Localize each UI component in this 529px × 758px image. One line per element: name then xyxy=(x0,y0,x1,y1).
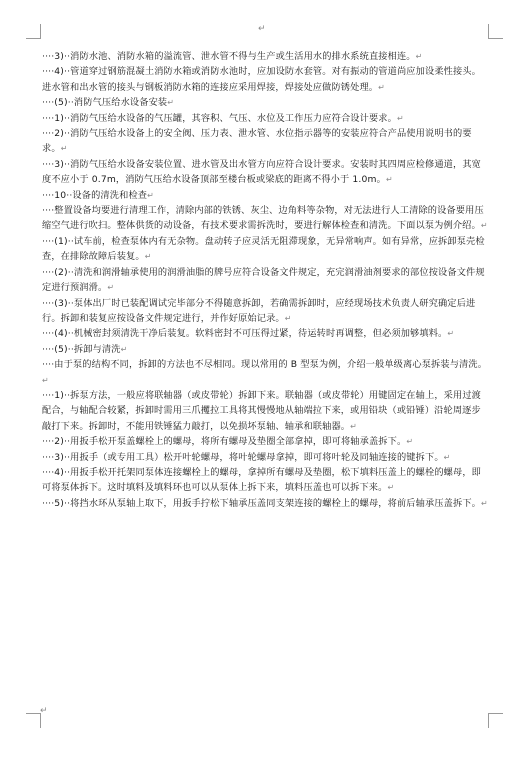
paragraph-text: ····(5)··拆卸与清洗 xyxy=(42,343,121,355)
paragraph-mark: ↵ xyxy=(120,344,128,354)
paragraph-text: ····(2)··清洗和润滑轴承使用的润滑油脂的牌号应符合设备文件规定，充完润滑油剂要求的部位按设备文件规定进行预润滑。 xyxy=(42,266,485,294)
paragraph-text: ····由于泵的结构不同，拆卸的方法也不尽相同。现以常用的 B 型泵为例，介绍一般单级离心泵拆装与清洗。 xyxy=(42,359,488,371)
section-heading xyxy=(42,95,490,110)
paragraph xyxy=(42,203,490,234)
document-body[interactable] xyxy=(42,49,490,511)
paragraph-text: ····2)··用扳手松开泵盖螺栓上的螺母，将所有螺母及垫圈全部拿掉，即可将轴承盖拆下。 xyxy=(42,436,407,448)
paragraph-mark: ↵ xyxy=(447,329,455,339)
crop-mark-top-right xyxy=(488,24,503,39)
paragraph-text: ····2)··消防气压给水设备上的安全阀、压力表、泄水管、水位指示器等的安装应符合产品使用说明书的要求。 xyxy=(42,128,472,155)
paragraph xyxy=(42,388,490,434)
paragraph-text: ····4)··用扳手松开托架同泵体连接螺栓上的螺母，拿掉所有螺母及垫圈，松下填料压盖上的螺栓的螺母，即可将泵体拆下。这时填料及填料环也可以从泵体上拆下来，填料压盖也可以拆下来。 xyxy=(42,466,482,494)
paragraph-text: ····(1)··试车前，检查泵体内有无杂物。盘动转子应灵活无阻滞现象，无异常响声。如有异常，应拆卸泵壳检查，在排除故障后装复。 xyxy=(42,235,485,263)
paragraph xyxy=(42,434,490,449)
paragraph-text: ····(5)··消防气压给水设备安装 xyxy=(42,97,168,109)
section-heading xyxy=(42,342,490,357)
crop-mark-bottom-right xyxy=(488,713,503,728)
footer-paragraph-mark: ↵ xyxy=(40,706,48,716)
paragraph-mark: ↵ xyxy=(415,52,423,61)
paragraph-mark: ↵ xyxy=(350,421,357,431)
paragraph-mark: ↵ xyxy=(378,82,386,92)
paragraph-text: ····3)··消防水池、消防水箱的溢流管、泄水管不得与生产或生活用水的排水系统直接相连。 xyxy=(42,51,416,62)
paragraph-mark: ↵ xyxy=(481,498,488,508)
paragraph-text: ····1)··拆泵方法，一般应将联轴器（或皮带轮）拆卸下来。联轴器（或皮带轮）用键固定在轴上，采用过渡配合，与轴配合较紧，拆卸时需用三爪攫拉工具将其慢慢地从轴端拉下来，或用铅块（或铅锤）沿轮周逐步敲打下来。拆卸时，不能用铁锤猛力敲打，以免损坏泵轴、轴承和联轴器。 xyxy=(42,389,482,432)
paragraph xyxy=(42,157,490,188)
paragraph-text: ····(4)··机械密封须清洗干净后装复。软料密封不可压得过紧，待运转时再调整，但必须加够填料。 xyxy=(42,328,448,340)
paragraph xyxy=(42,496,490,511)
paragraph-mark: ↵ xyxy=(144,252,152,262)
paragraph-text: ····3)··消防气压给水设备安装位置、进水管及出水管方向应符合设计要求。安装时其四周应检修通道，其宽度不应小于 0.7m，消防气压给水设备顶部至楼台板或梁底的距离不得小于 1.0m。 xyxy=(42,158,482,186)
paragraph xyxy=(42,357,490,388)
paragraph-text: ····整置设备均要进行清理工作，清除内部的铁锈、灰尘、边角料等杂物，对无法进行人工清除的设备要用压缩空气进行吹扫。整体供货的动设备，有技术要求需拆洗时，要进行解体检查和清洗。下面以泵为例介绍。 xyxy=(42,205,484,232)
paragraph-mark: ↵ xyxy=(385,175,393,185)
paragraph xyxy=(42,111,490,126)
paragraph xyxy=(42,265,490,296)
paragraph-mark: ↵ xyxy=(443,452,451,462)
paragraph xyxy=(42,450,490,465)
paragraph-mark: ↵ xyxy=(284,313,292,323)
paragraph xyxy=(42,49,490,64)
paragraph xyxy=(42,296,490,327)
paragraph-text: ····(3)··泵体出厂时已装配调试完毕部分不得随意拆卸，若确需拆卸时，应经现场技术负责人研究确定后进行。拆卸和装复应按设备文件规定进行，并作好原始记录。 xyxy=(42,297,476,324)
paragraph-text: ····10··设备的清洗和检查 xyxy=(42,189,148,201)
paragraph-mark: ↵ xyxy=(167,98,175,108)
paragraph-text: ····5)··将挡水环从泵轴上取下，用扳手拧松下轴承压盖同支架连接的螺栓上的螺母，将前后轴承压盖拆下。 xyxy=(42,497,482,509)
paragraph xyxy=(42,465,490,496)
paragraph xyxy=(42,64,490,95)
paragraph xyxy=(42,126,490,157)
section-heading xyxy=(42,188,490,203)
paragraph-text: ····3)··用扳手（或专用工具）松开叶轮螺母，将叶轮螺母拿掉，即可将叶轮及同轴连接的键拆下。 xyxy=(42,451,444,463)
paragraph-mark: ↵ xyxy=(147,190,154,200)
paragraph-mark: ↵ xyxy=(107,283,115,293)
paragraph-mark: ↵ xyxy=(406,437,414,447)
paragraph-mark: ↵ xyxy=(480,221,488,231)
paragraph-text: ····4)··管道穿过钢筋混凝土消防水箱或消防水池时，应加设防水套管。对有振动的管道尚应加设柔性接头。进水管和出水管的接头与钢板消防水箱的连接应采用焊接，焊接处应做防锈处理。 xyxy=(42,66,482,93)
paragraph xyxy=(42,326,490,341)
crop-mark-top-left xyxy=(26,24,41,39)
paragraph-mark: ↵ xyxy=(396,113,404,123)
paragraph-mark: ↵ xyxy=(42,375,49,385)
paragraph-text: ····1)··消防气压给水设备的气压罐，其容积、气压、水位及工作压力应符合设计要求。 xyxy=(42,112,397,124)
crop-mark-bottom-left xyxy=(26,713,41,728)
header-paragraph-mark: ↵ xyxy=(258,24,266,34)
paragraph-mark: ↵ xyxy=(60,144,68,154)
paragraph xyxy=(42,234,490,265)
paragraph-mark: ↵ xyxy=(387,483,395,493)
